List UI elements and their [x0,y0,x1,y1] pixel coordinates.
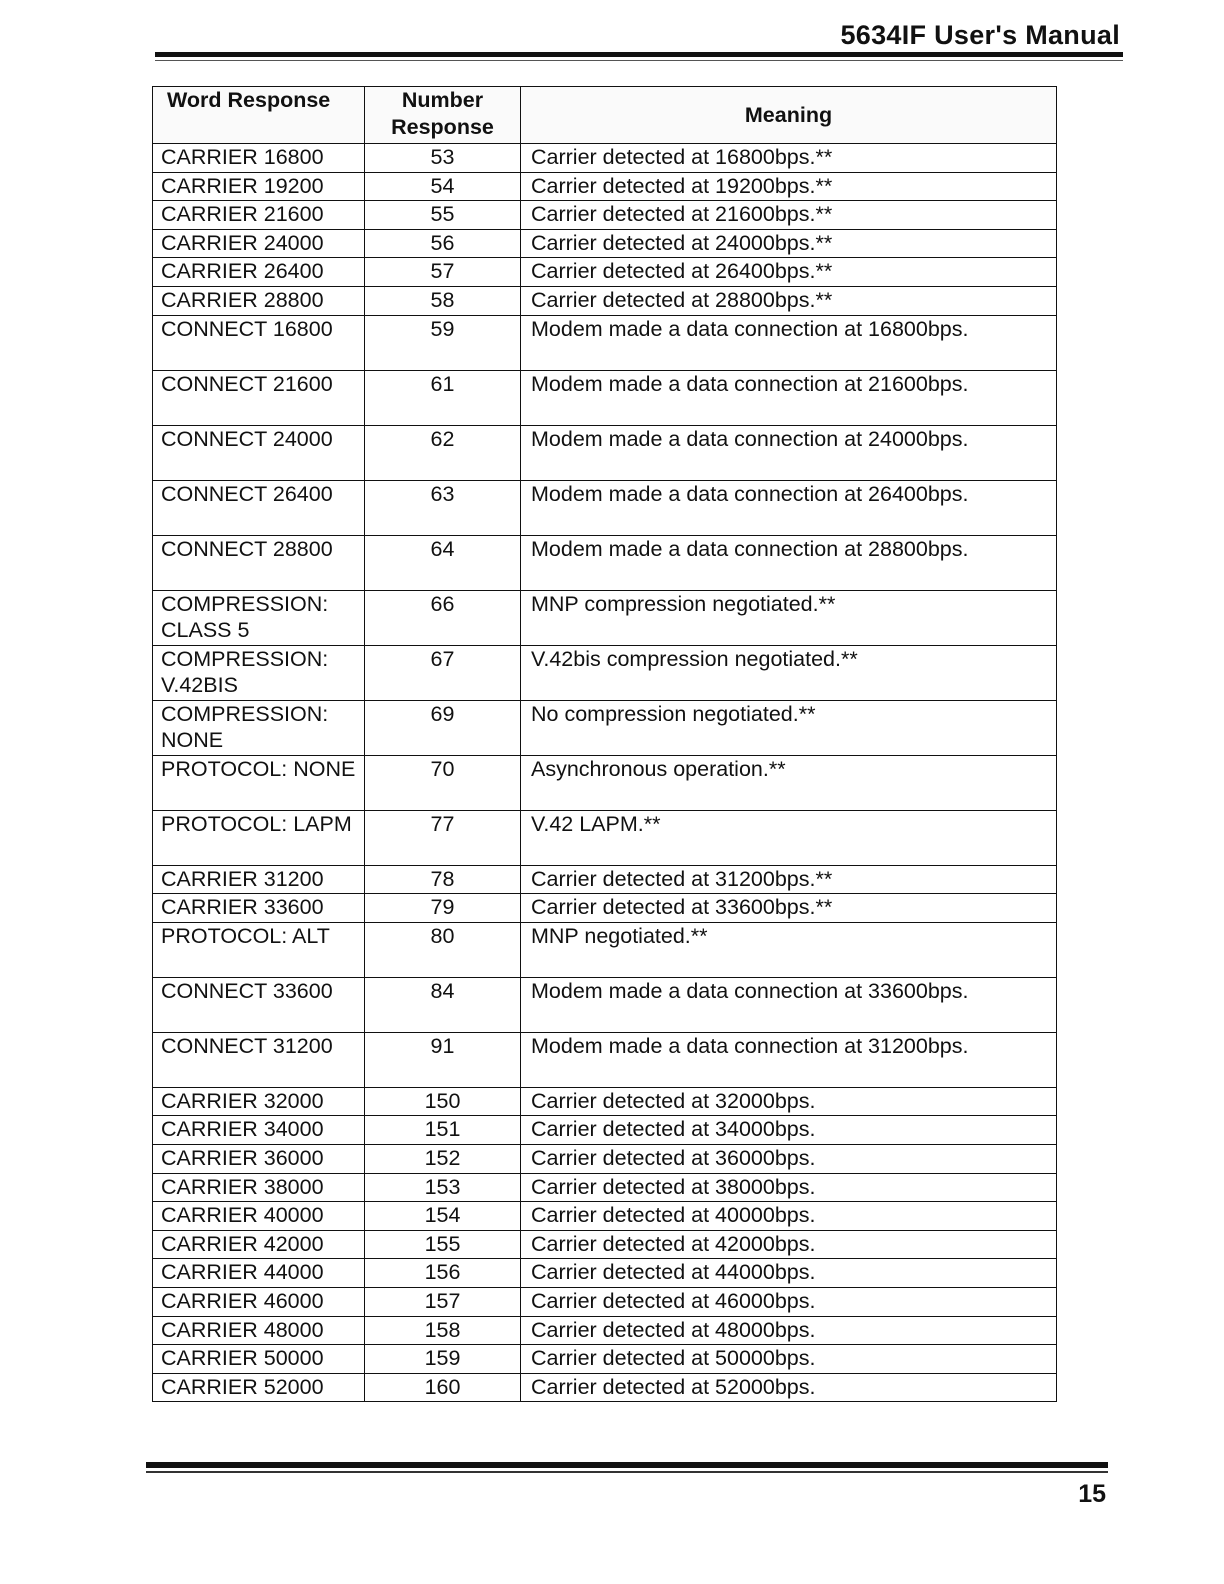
number-response-cell: 78 [365,865,521,894]
meaning-cell: V.42bis compression negotiated.** [521,645,1057,700]
number-response-cell: 64 [365,535,521,590]
meaning-cell: Carrier detected at 32000bps. [521,1087,1057,1116]
column-header-meaning: Meaning [521,87,1057,144]
number-response-cell: 54 [365,172,521,201]
table-row [153,1373,1057,1402]
table-row [153,201,1057,230]
table-header-row [153,87,1057,144]
number-response-cell: 57 [365,258,521,287]
meaning-cell: Carrier detected at 31200bps.** [521,865,1057,894]
meaning-cell: Modem made a data connection at 33600bps. [521,977,1057,1032]
number-response-cell: 160 [365,1373,521,1402]
number-response-cell: 77 [365,810,521,865]
word-response-cell: CARRIER 24000 [153,229,365,258]
meaning-cell: Modem made a data connection at 21600bps. [521,370,1057,425]
number-response-cell: 55 [365,201,521,230]
table-row [153,1032,1057,1087]
meaning-cell: MNP compression negotiated.** [521,590,1057,645]
table-row [153,1202,1057,1231]
table-row [153,590,1057,645]
column-header-number-response: Number Response [365,87,521,144]
number-response-cell: 150 [365,1087,521,1116]
table-row [153,315,1057,370]
table-row [153,172,1057,201]
meaning-cell: No compression negotiated.** [521,700,1057,755]
word-response-cell: CONNECT 28800 [153,535,365,590]
word-response-cell: CONNECT 26400 [153,480,365,535]
word-response-cell: CONNECT 31200 [153,1032,365,1087]
number-response-cell: 63 [365,480,521,535]
number-response-cell: 153 [365,1173,521,1202]
table-row [153,286,1057,315]
meaning-cell: Carrier detected at 28800bps.** [521,286,1057,315]
meaning-cell: Carrier detected at 46000bps. [521,1287,1057,1316]
table-row [153,865,1057,894]
table-row [153,1087,1057,1116]
table-row [153,755,1057,810]
table-row [153,144,1057,173]
number-response-cell: 69 [365,700,521,755]
word-response-cell: CONNECT 24000 [153,425,365,480]
number-response-cell: 157 [365,1287,521,1316]
word-response-cell: CARRIER 19200 [153,172,365,201]
table-row [153,977,1057,1032]
page-number: 15 [1078,1480,1106,1508]
meaning-cell: Modem made a data connection at 28800bps. [521,535,1057,590]
meaning-cell: Carrier detected at 40000bps. [521,1202,1057,1231]
table-row [153,229,1057,258]
number-response-cell: 62 [365,425,521,480]
word-response-cell: CARRIER 44000 [153,1259,365,1288]
table-body [153,144,1057,1402]
word-response-cell: CARRIER 21600 [153,201,365,230]
table-row [153,535,1057,590]
table-row [153,1173,1057,1202]
number-response-cell: 152 [365,1144,521,1173]
meaning-cell: Asynchronous operation.** [521,755,1057,810]
meaning-cell: Carrier detected at 24000bps.** [521,229,1057,258]
number-response-cell: 59 [365,315,521,370]
meaning-cell: Carrier detected at 50000bps. [521,1345,1057,1374]
meaning-cell: Carrier detected at 33600bps.** [521,894,1057,923]
word-response-cell: CARRIER 46000 [153,1287,365,1316]
word-response-cell: CARRIER 26400 [153,258,365,287]
word-response-cell: CONNECT 33600 [153,977,365,1032]
number-response-cell: 56 [365,229,521,258]
number-response-cell: 53 [365,144,521,173]
meaning-cell: Carrier detected at 42000bps. [521,1230,1057,1259]
number-response-cell: 61 [365,370,521,425]
table-row [153,922,1057,977]
footer-rule [146,1462,1108,1468]
word-response-cell: CARRIER 28800 [153,286,365,315]
word-response-cell: CARRIER 48000 [153,1316,365,1345]
word-response-cell: CONNECT 16800 [153,315,365,370]
table-row [153,810,1057,865]
word-response-cell: CARRIER 40000 [153,1202,365,1231]
meaning-cell: Modem made a data connection at 26400bps. [521,480,1057,535]
page-header-title: 5634IF User's Manual [840,20,1120,50]
number-response-cell: 154 [365,1202,521,1231]
number-response-cell: 84 [365,977,521,1032]
word-response-cell: PROTOCOL: LAPM [153,810,365,865]
word-response-cell: CARRIER 52000 [153,1373,365,1402]
number-response-cell: 66 [365,590,521,645]
word-response-cell: PROTOCOL: ALT [153,922,365,977]
word-response-cell: CARRIER 31200 [153,865,365,894]
table-row [153,370,1057,425]
word-response-cell: CARRIER 36000 [153,1144,365,1173]
meaning-cell: Carrier detected at 48000bps. [521,1316,1057,1345]
number-response-cell: 67 [365,645,521,700]
table-row [153,1116,1057,1145]
table-row [153,645,1057,700]
word-response-cell: CARRIER 33600 [153,894,365,923]
meaning-cell: Carrier detected at 26400bps.** [521,258,1057,287]
number-response-cell: 91 [365,1032,521,1087]
meaning-cell: MNP negotiated.** [521,922,1057,977]
result-codes-table [152,86,1057,1402]
table-row [153,258,1057,287]
word-response-cell: CARRIER 50000 [153,1345,365,1374]
number-response-cell: 80 [365,922,521,977]
table-row [153,1345,1057,1374]
word-response-cell: CARRIER 32000 [153,1087,365,1116]
word-response-cell: COMPRESSION: CLASS 5 [153,590,365,645]
header-rule [155,52,1123,57]
number-response-cell: 151 [365,1116,521,1145]
meaning-cell: Carrier detected at 16800bps.** [521,144,1057,173]
footer-rule-thin [146,1471,1108,1473]
table-row [153,1316,1057,1345]
table-row [153,1144,1057,1173]
table-row [153,480,1057,535]
word-response-cell: PROTOCOL: NONE [153,755,365,810]
meaning-cell: V.42 LAPM.** [521,810,1057,865]
number-response-cell: 159 [365,1345,521,1374]
number-response-cell: 79 [365,894,521,923]
meaning-cell: Carrier detected at 36000bps. [521,1144,1057,1173]
word-response-cell: CARRIER 38000 [153,1173,365,1202]
column-header-word-response: Word Response [153,87,365,144]
table-row [153,1287,1057,1316]
number-response-cell: 58 [365,286,521,315]
word-response-cell: CARRIER 42000 [153,1230,365,1259]
number-response-cell: 155 [365,1230,521,1259]
meaning-cell: Carrier detected at 21600bps.** [521,201,1057,230]
meaning-cell: Carrier detected at 44000bps. [521,1259,1057,1288]
table-row [153,425,1057,480]
table-row [153,1230,1057,1259]
word-response-cell: CARRIER 16800 [153,144,365,173]
table-row [153,700,1057,755]
header-rule-thin [155,60,1123,61]
number-response-cell: 156 [365,1259,521,1288]
meaning-cell: Carrier detected at 52000bps. [521,1373,1057,1402]
number-response-cell: 158 [365,1316,521,1345]
number-response-cell: 70 [365,755,521,810]
meaning-cell: Modem made a data connection at 16800bps. [521,315,1057,370]
meaning-cell: Carrier detected at 34000bps. [521,1116,1057,1145]
table-row [153,894,1057,923]
meaning-cell: Modem made a data connection at 24000bps. [521,425,1057,480]
word-response-cell: CARRIER 34000 [153,1116,365,1145]
meaning-cell: Carrier detected at 19200bps.** [521,172,1057,201]
word-response-cell: CONNECT 21600 [153,370,365,425]
table-row [153,1259,1057,1288]
meaning-cell: Carrier detected at 38000bps. [521,1173,1057,1202]
meaning-cell: Modem made a data connection at 31200bps. [521,1032,1057,1087]
word-response-cell: COMPRESSION: NONE [153,700,365,755]
word-response-cell: COMPRESSION: V.42BIS [153,645,365,700]
